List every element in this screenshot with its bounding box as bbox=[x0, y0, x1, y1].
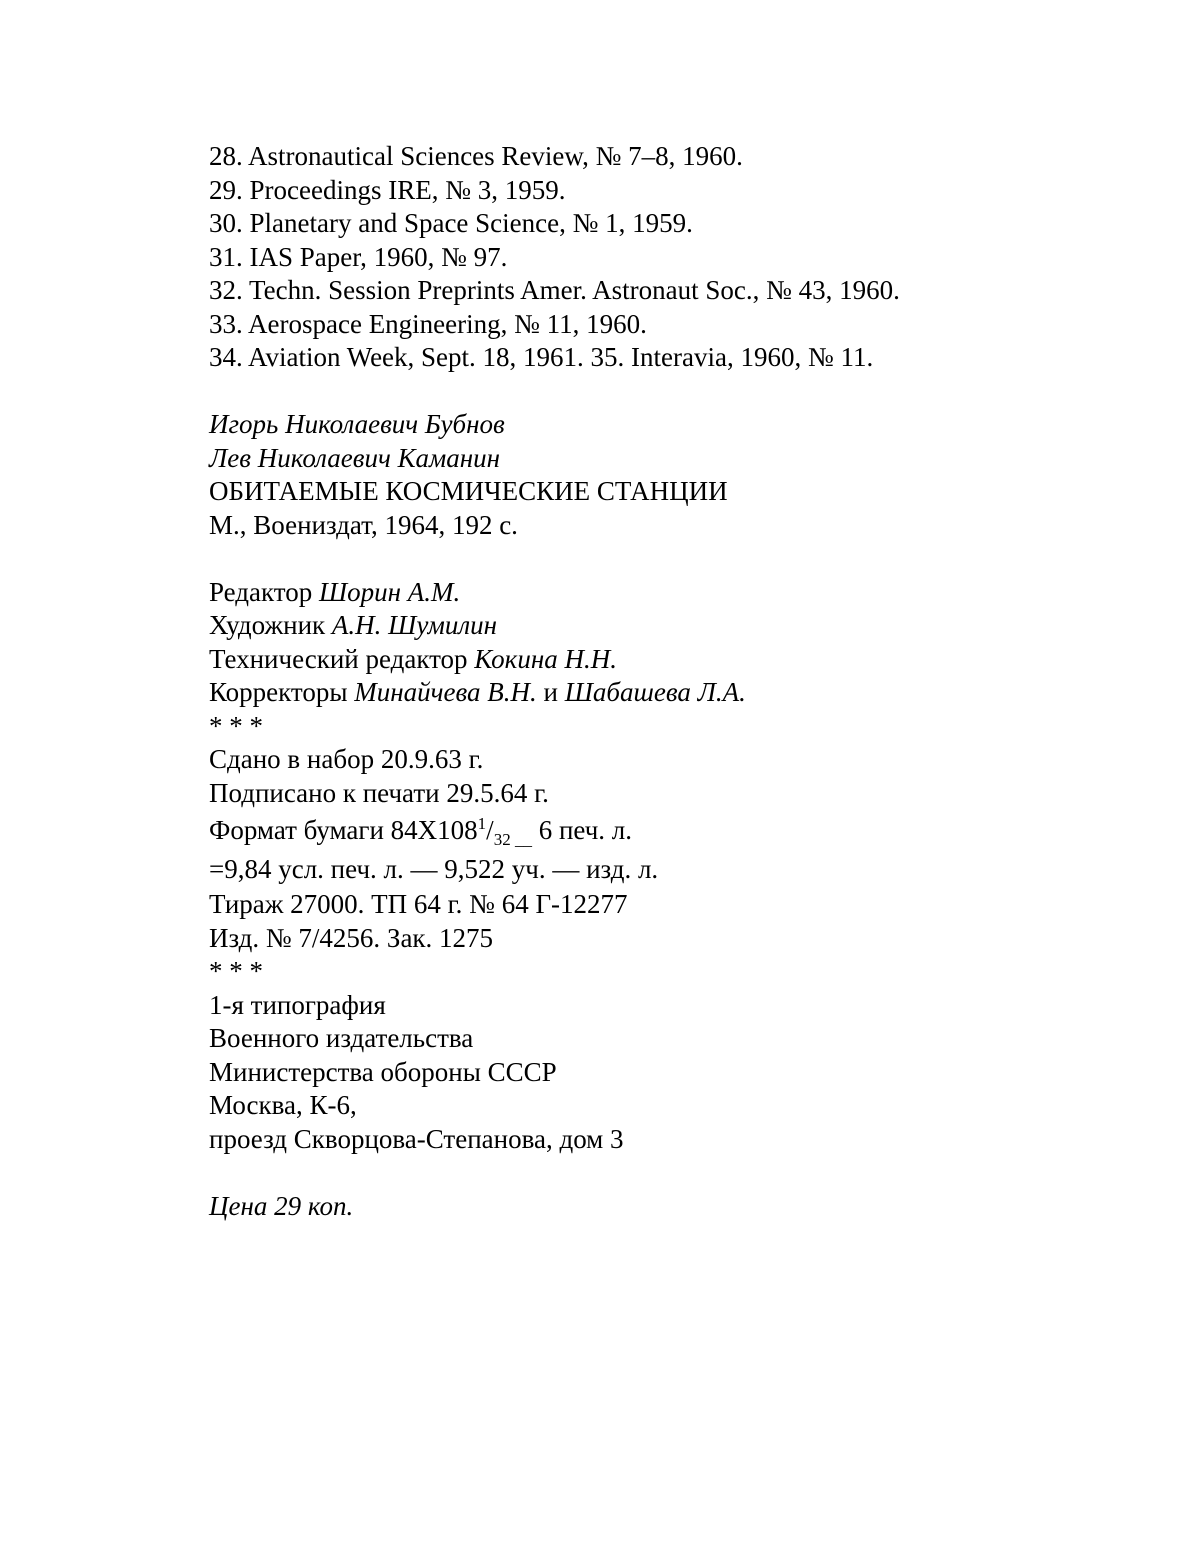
format-slash: / bbox=[486, 815, 494, 845]
reference-item: 30. Planetary and Space Science, № 1, 1959. bbox=[209, 208, 693, 238]
credit-name: А.Н. Шумилин bbox=[331, 610, 498, 640]
credit-label: Художник bbox=[209, 610, 326, 640]
credit-label: Корректоры bbox=[209, 677, 348, 707]
credit-artist bbox=[209, 609, 1109, 643]
reference-item: 29. Proceedings IRE, № 3, 1959. bbox=[209, 174, 566, 205]
printer-line: Министерства обороны СССР bbox=[209, 1056, 557, 1087]
sheet-count: =9,84 усл. печ. л. — 9,522 уч. — изд. л. bbox=[209, 854, 659, 884]
spacer bbox=[209, 375, 1109, 409]
book-imprint: М., Воениздат, 1964, 192 с. bbox=[209, 509, 518, 540]
separator: * * * bbox=[209, 956, 263, 986]
credit-name: Минайчева В.Н. bbox=[354, 677, 537, 707]
credit-name: Шорин А.М. bbox=[318, 576, 461, 607]
production-info bbox=[209, 743, 1109, 989]
author-name: Лев Николаевич Каманин bbox=[209, 442, 501, 473]
book-title: ОБИТАЕМЫЕ КОСМИЧЕСКИЕ СТАНЦИИ bbox=[209, 476, 728, 506]
spacer bbox=[209, 1156, 1109, 1190]
reference-item: 33. Aerospace Engineering, № 11, 1960. bbox=[209, 308, 647, 339]
printer-info bbox=[209, 989, 1109, 1157]
printer-line: 1-я типография bbox=[209, 989, 386, 1020]
reference-item: 34. Aviation Week, Sept. 18, 1961. 35. Interavia, 1960, № 11. bbox=[209, 342, 874, 372]
colophon-page bbox=[209, 140, 1109, 1223]
reference-item: 31. IAS Paper, 1960, № 97. bbox=[209, 241, 508, 272]
order-number: Изд. № 7/4256. Зак. 1275 bbox=[209, 922, 494, 953]
credit-tech-editor bbox=[209, 643, 1109, 677]
credit-name: Шабашева Л.А. bbox=[564, 677, 746, 707]
separator: * * * bbox=[209, 710, 263, 741]
credit-editor bbox=[209, 576, 1109, 610]
format-superscript: 1 bbox=[477, 814, 487, 833]
credit-label: Редактор bbox=[209, 576, 313, 607]
printer-line: проезд Скворцова-Степанова, дом 3 bbox=[209, 1123, 624, 1154]
price: Цена 29 коп. bbox=[209, 1190, 354, 1221]
credits bbox=[209, 576, 1109, 744]
paper-format bbox=[209, 810, 1109, 850]
author-name: Игорь Николаевич Бубнов bbox=[209, 409, 505, 439]
credit-label: Технический редактор bbox=[209, 643, 468, 674]
spacer bbox=[209, 542, 1109, 576]
reference-item: 28. Astronautical Sciences Review, № 7–8, 1960. bbox=[209, 141, 743, 171]
format-prefix: Формат бумаги 84X108 bbox=[209, 815, 478, 845]
credit-proofreaders bbox=[209, 676, 1109, 710]
reference-list bbox=[209, 140, 1109, 375]
conjunction: и bbox=[543, 677, 558, 707]
printer-line: Москва, К-6, bbox=[209, 1090, 357, 1120]
format-subscript: 32 __ bbox=[493, 830, 532, 849]
credit-name: Кокина Н.Н. bbox=[474, 643, 617, 674]
printer-line: Военного издательства bbox=[209, 1023, 474, 1053]
format-suffix: 6 печ. л. bbox=[531, 815, 633, 845]
typeset-date: Сдано в набор 20.9.63 г. bbox=[209, 744, 484, 774]
reference-item: 32. Techn. Session Preprints Amer. Astronaut Soc., № 43, 1960. bbox=[209, 275, 900, 305]
print-run: Тираж 27000. ТП 64 г. № 64 Г-12277 bbox=[209, 889, 628, 919]
book-info bbox=[209, 408, 1109, 542]
signed-date: Подписано к печати 29.5.64 г. bbox=[209, 777, 549, 808]
